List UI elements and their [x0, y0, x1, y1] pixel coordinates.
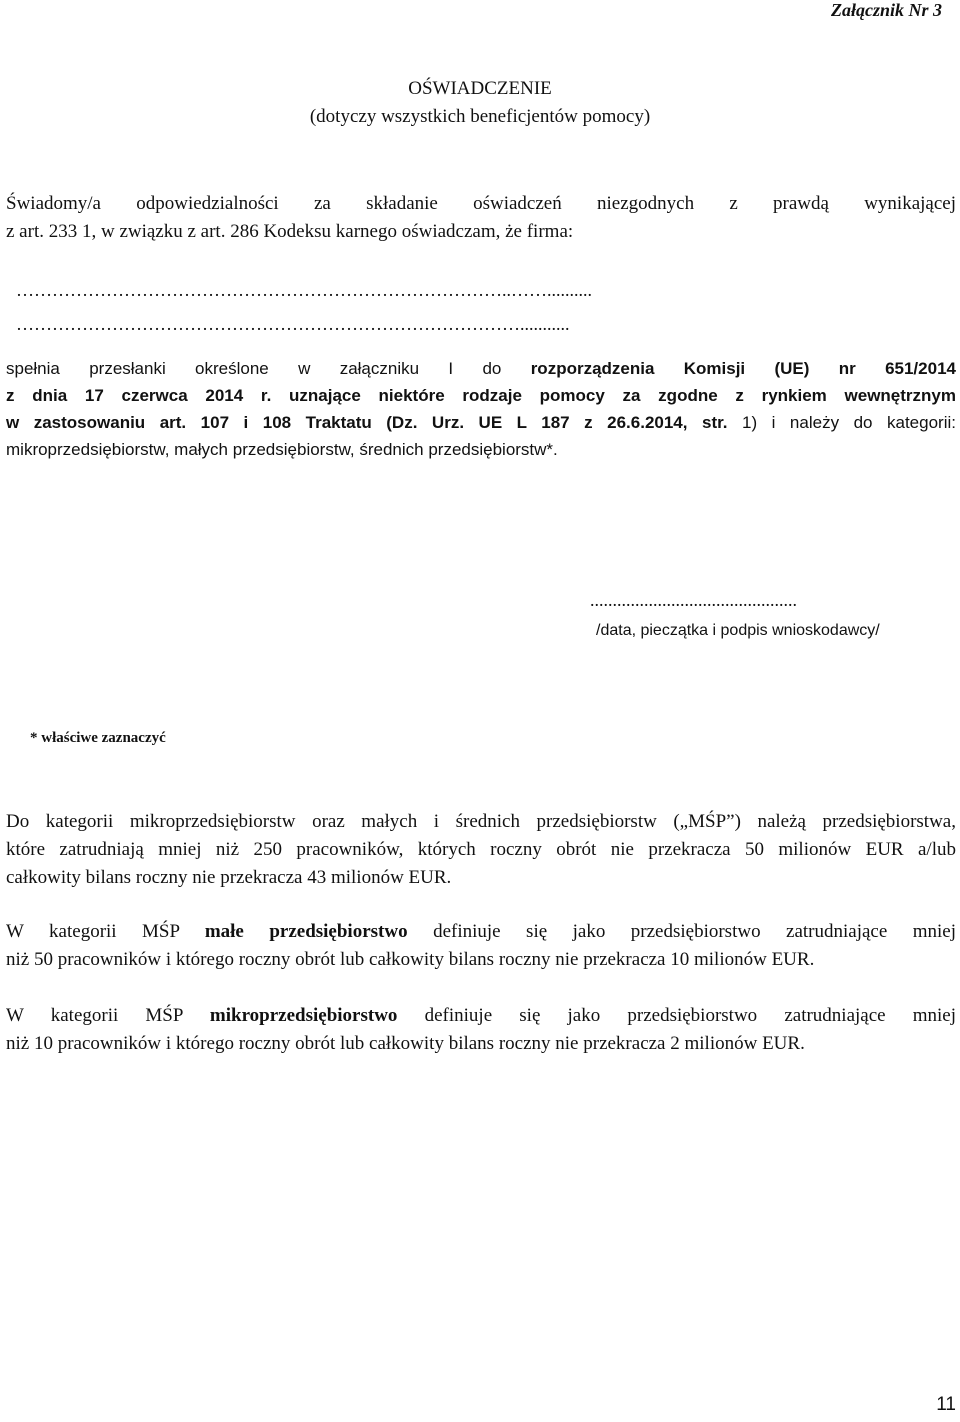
footnote: * właściwe zaznaczyć — [30, 730, 166, 746]
annex-label: Załącznik Nr 3 — [830, 0, 942, 20]
conditions-line-3 — [6, 409, 956, 436]
conditions-line-1 — [6, 355, 956, 382]
paragraph-line: niż 50 pracowników i którego roczny obrót lub całkowity bilans roczny nie przekracza 10 milionów EUR. — [6, 949, 815, 970]
declaration-line-1: Świadomy/a odpowiedzialności za składanie oświadczeń niezgodnych z prawdą wynikającej — [6, 193, 956, 214]
paragraph-text: definiuje się jako przedsiębiorstwo zatrudniające mniej — [433, 921, 957, 942]
conditions-text: spełnia przesłanki określone w załączniku I do — [6, 359, 502, 378]
signature-field[interactable]: .............................................. — [590, 590, 797, 610]
paragraph-text: definiuje się jako przedsiębiorstwo zatrudniające mniej — [424, 1005, 957, 1026]
paragraph-text: W kategorii MŚP — [6, 1005, 183, 1026]
company-fill-field-1[interactable]: ………………………………………………………………………..…….......... — [16, 280, 592, 300]
category-intro: 1) i należy do kategorii: — [742, 413, 956, 432]
paragraph-line — [6, 918, 956, 946]
paragraph-line: Do kategorii mikroprzedsiębiorstw oraz małych i średnich przedsiębiorstw („MŚP”) należą przedsiębiorstwa, — [6, 811, 956, 832]
definition-paragraph-3 — [6, 1002, 956, 1058]
definition-paragraph-1 — [6, 808, 956, 892]
regulation-date-text: z dnia 17 czerwca 2014 r. uznające niektóre rodzaje pomocy za zgodne z rynkiem wewnętrznym — [6, 386, 956, 405]
small-enterprise-term: małe przedsiębiorstwo — [204, 921, 408, 942]
paragraph-text: W kategorii MŚP — [6, 921, 180, 942]
document-title: OŚWIADCZENIE — [408, 78, 552, 99]
declaration-line-2: z art. 233 1, w związku z art. 286 Kodeksu karnego oświadczam, że firma: — [6, 221, 574, 242]
paragraph-line: które zatrudniają mniej niż 250 pracowników, których roczny obrót nie przekracza 50 milionów EUR a/lub — [6, 839, 956, 860]
conditions-line-4: mikroprzedsiębiorstw, małych przedsiębiorstw, średnich przedsiębiorstw*. — [6, 440, 558, 459]
document-subtitle: (dotyczy wszystkich beneficjentów pomocy) — [309, 106, 651, 127]
paragraph-line: niż 10 pracowników i którego roczny obrót lub całkowity bilans roczny nie przekracza 2 milionów EUR. — [6, 1033, 805, 1054]
company-fill-field-2[interactable]: …………………………………………………………………………........... — [16, 314, 570, 334]
page-number: 11 — [936, 1394, 956, 1415]
conditions-line-2 — [6, 382, 956, 409]
micro-enterprise-term: mikroprzedsiębiorstwo — [209, 1005, 398, 1026]
paragraph-line: całkowity bilans roczny nie przekracza 43 milionów EUR. — [6, 867, 452, 888]
paragraph-line — [6, 1002, 956, 1030]
treaty-reference: w zastosowaniu art. 107 i 108 Traktatu (Dz. Urz. UE L 187 z 26.6.2014, str. — [6, 413, 728, 432]
regulation-reference: rozporządzenia Komisji (UE) nr 651/2014 — [530, 359, 956, 378]
definition-paragraph-2 — [6, 918, 956, 974]
signature-label: /data, pieczątka i podpis wnioskodawcy/ — [596, 622, 880, 639]
